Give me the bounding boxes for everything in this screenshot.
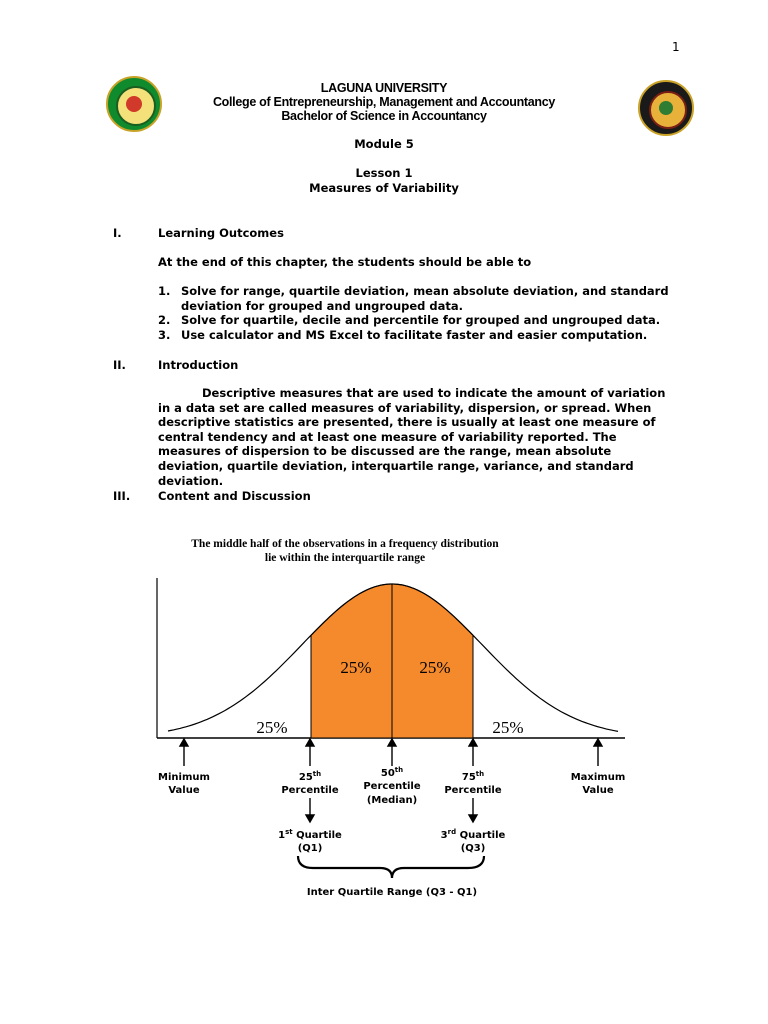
iqr-label: Inter Quartile Range (Q3 - Q1)	[306, 887, 478, 898]
q3-paren: (Q3)	[460, 843, 486, 854]
q1-paren: (Q1)	[297, 843, 323, 854]
section-title-content-and-discussion: Content and Discussion	[158, 489, 311, 503]
lesson-title: Measures of Variability	[309, 181, 459, 195]
figure-caption-line-1: The middle half of the observations in a frequency distribution	[191, 538, 499, 550]
minimum-label-line-2: Value	[168, 785, 200, 796]
outcomes-list	[158, 284, 688, 342]
list-item: 1. Solve for range, quartile deviation, mean absolute deviation, and standard deviation for grouped and ungrouped data.	[158, 284, 669, 313]
section-title-introduction: Introduction	[158, 358, 239, 372]
lesson-number: Lesson 1	[355, 166, 413, 180]
percent-label-q2: 25%	[340, 658, 372, 677]
list-item: 2. Solve for quartile, decile and percentile for grouped and ungrouped data.	[158, 313, 661, 328]
p50-label: 50th	[380, 766, 404, 779]
college-name: College of Entrepreneurship, Management and Accountancy	[212, 95, 556, 109]
percent-label-q3: 25%	[419, 658, 451, 677]
section-title-learning-outcomes: Learning Outcomes	[158, 226, 284, 240]
introduction-paragraph: Descriptive measures that are used to indicate the amount of variation in a data set are called measures of variability, dispersion, or spread. When descriptive statistics are presented, there is usually at least one measure of central tendency and at least one measure of variability reported. The measures of dispersion to be discussed are the range, mean absolute deviation, quartile deviation, interquartile range, variance, and standard deviation.	[158, 386, 666, 488]
section-number-2: II.	[113, 358, 126, 372]
page-number: 1	[672, 40, 680, 54]
p25-label: 25th	[298, 770, 322, 783]
p75-word: Percentile	[444, 785, 502, 796]
outcomes-intro: At the end of this chapter, the students should be able to	[158, 255, 532, 269]
module-title: Module 5	[354, 137, 414, 151]
maximum-label-line-1: Maximum	[570, 772, 626, 783]
median-label: (Median)	[366, 795, 418, 806]
q3-label: 3rd $_{Quartile}$	[440, 828, 506, 841]
university-name: LAGUNA UNIVERSITY	[320, 81, 448, 95]
list-item: 3. Use calculator and MS Excel to facilitate faster and easier computation.	[158, 327, 648, 342]
iqr-brace	[298, 856, 484, 878]
percent-label-left-tail: 25%	[256, 718, 288, 737]
interquartile-range-figure	[148, 530, 638, 905]
maximum-label-line-2: Value	[582, 785, 614, 796]
figure-caption-line-2: lie within the interquartile range	[264, 552, 426, 564]
p50-word: Percentile	[363, 781, 421, 792]
minimum-label-line-1: Minimum	[158, 772, 210, 783]
p25-word: Percentile	[281, 785, 339, 796]
percent-label-right-tail: 25%	[492, 718, 524, 737]
document-header	[0, 81, 768, 123]
marker-arrows	[180, 739, 602, 766]
p75-label: 75th	[461, 770, 485, 783]
section-number-1: I.	[113, 226, 122, 240]
program-name: Bachelor of Science in Accountancy	[281, 109, 487, 123]
section-number-3: III.	[113, 489, 131, 503]
q1-label: 1st $_{Quartile}$	[278, 828, 342, 841]
